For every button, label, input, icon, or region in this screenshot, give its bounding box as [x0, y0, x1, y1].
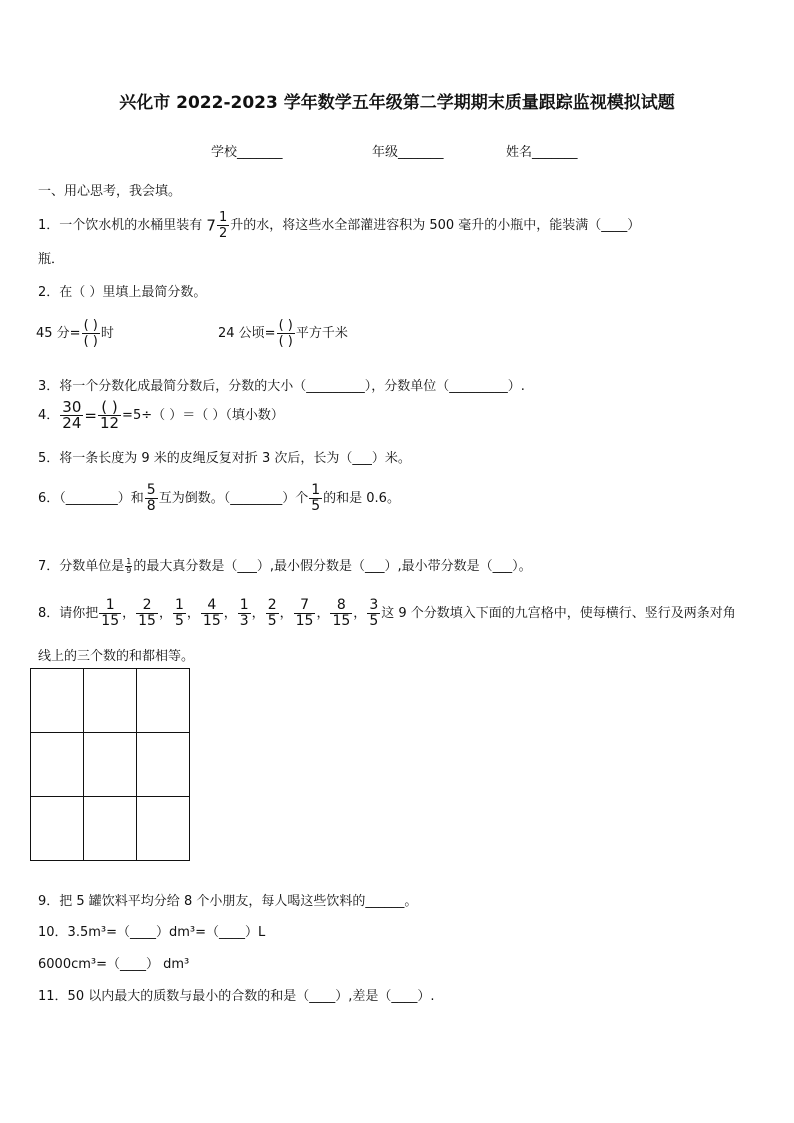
- q4-pre: 4．: [38, 408, 60, 423]
- grid-cell[interactable]: [137, 733, 190, 797]
- q2a-denominator: ( ): [83, 334, 98, 349]
- q8-fraction: [294, 598, 316, 629]
- grid-cell[interactable]: [31, 797, 84, 861]
- q8-separator: ，: [279, 606, 293, 621]
- grid-cell[interactable]: [84, 733, 137, 797]
- q7-num: 1: [126, 557, 132, 566]
- q8-fraction-num: 2: [267, 597, 277, 613]
- q8-separator: ，: [353, 606, 367, 621]
- question-10-line-1: 10．3.5m³=（____）dm³=（____）L: [38, 925, 266, 940]
- q1-text-post: 升的水，将这些水全部灌进容积为 500 毫升的小瓶中，能装满（____）: [230, 218, 641, 233]
- question-1: [38, 210, 640, 241]
- q8-fraction: [99, 598, 121, 629]
- q1-denominator: 2: [218, 226, 228, 241]
- q1-numerator: 1: [218, 210, 228, 225]
- q8-separator: ，: [158, 606, 172, 621]
- q8-fraction: [173, 598, 186, 629]
- q8-fraction-den: 15: [202, 613, 221, 629]
- q7-fraction: [125, 558, 132, 575]
- q4-fraction-2: [98, 400, 121, 431]
- q4-post: =5÷（ ）＝（ ）（填小数）: [122, 408, 284, 423]
- q8-fraction-den: 5: [267, 613, 277, 629]
- q2-part-a: [36, 318, 114, 349]
- q8-fraction-den: 5: [174, 613, 184, 629]
- grid-cell[interactable]: [31, 669, 84, 733]
- q2-part-b: [218, 318, 348, 349]
- q8-fraction-den: 5: [369, 613, 379, 629]
- q8-fraction: [367, 598, 380, 629]
- q6-pre: 6．（________）和: [38, 491, 144, 506]
- q4-f1-den: 24: [62, 414, 82, 432]
- question-5: 5．将一条长度为 9 米的皮绳反复对折 3 次后，长为（___）米。: [38, 451, 411, 466]
- q8-fraction-den: 15: [332, 613, 351, 629]
- q6-mid: 互为倒数。（________）个: [158, 491, 309, 506]
- q7-den: 9: [126, 566, 132, 575]
- grid-cell[interactable]: [137, 797, 190, 861]
- q8-fraction-den: 15: [101, 613, 120, 629]
- q8-fraction-num: 1: [239, 597, 249, 613]
- q8-fraction: [136, 598, 158, 629]
- q2b-pre: 24 公顷=: [218, 326, 276, 341]
- q6-f2-den: 5: [311, 498, 321, 514]
- section-1-heading: 一、用心思考，我会填。: [38, 184, 182, 199]
- q4-f2-num: ( ): [101, 398, 118, 416]
- q8-fraction-list: [98, 597, 381, 629]
- q6-fraction-2: [309, 483, 322, 514]
- q8-fraction-den: 3: [239, 613, 249, 629]
- q6-fraction-1: [145, 483, 158, 514]
- q2a-post: 时: [100, 326, 114, 341]
- q1-whole: 7: [206, 216, 216, 235]
- q8-fraction-num: 2: [142, 597, 152, 613]
- question-7: [38, 555, 532, 575]
- question-9: 9．把 5 罐饮料平均分给 8 个小朋友，每人喝这些饮料的______。: [38, 894, 418, 909]
- q4-f2-den: 12: [99, 414, 120, 432]
- q8-fraction-num: 4: [207, 597, 217, 613]
- question-6: [38, 483, 400, 514]
- grid-cell[interactable]: [84, 797, 137, 861]
- question-8: [38, 598, 736, 629]
- q1-line-2: 瓶．: [38, 252, 65, 267]
- q7-pre: 7．分数单位是: [38, 559, 125, 574]
- q8-separator: ，: [186, 606, 200, 621]
- grade-field-label: 年级_______: [372, 145, 444, 160]
- q6-f1-den: 8: [146, 498, 156, 514]
- grid-cell[interactable]: [137, 669, 190, 733]
- q8-fraction: [266, 598, 279, 629]
- q8-fraction: [330, 598, 352, 629]
- q8-fraction: [238, 598, 251, 629]
- question-10-line-2: 6000cm³=（____） dm³: [38, 957, 190, 972]
- q4-equals: =: [84, 406, 97, 425]
- q2b-denominator: ( ): [278, 334, 293, 349]
- grid-cell[interactable]: [31, 733, 84, 797]
- q6-f2-num: 1: [311, 482, 321, 498]
- q8-separator: ，: [223, 606, 237, 621]
- q2b-fraction: [277, 318, 295, 349]
- q6-f1-num: 5: [146, 482, 156, 498]
- magic-square-grid: [30, 668, 190, 861]
- q8-fraction-num: 7: [300, 597, 309, 613]
- q8-fraction-num: 1: [105, 597, 115, 613]
- q2a-pre: 45 分=: [36, 326, 81, 341]
- q8-fraction-den: 15: [138, 613, 156, 629]
- q2b-numerator: ( ): [278, 318, 293, 333]
- q8-fraction-num: 3: [369, 597, 379, 613]
- question-2: 2．在（ ）里填上最简分数。: [38, 285, 207, 300]
- q2a-fraction: [82, 318, 100, 349]
- grid-cell[interactable]: [84, 669, 137, 733]
- question-4: [38, 400, 284, 431]
- q1-fraction: [217, 210, 229, 241]
- q8-fraction-num: 8: [336, 597, 346, 613]
- q4-fraction-1: [60, 400, 83, 431]
- page-title: 兴化市 2022-2023 学年数学五年级第二学期期末质量跟踪监视模拟试题: [119, 93, 675, 113]
- q7-post: 的最大真分数是（___）,最小假分数是（___）,最小带分数是（___）。: [133, 559, 532, 574]
- q8-line-2: 线上的三个数的和都相等。: [38, 649, 195, 664]
- q8-separator: ，: [316, 606, 330, 621]
- q2b-post: 平方千米: [295, 326, 348, 341]
- q2a-numerator: ( ): [83, 318, 98, 333]
- q8-fraction-num: 1: [174, 597, 184, 613]
- name-field-label: 姓名_______: [506, 145, 578, 160]
- q8-separator: ，: [251, 606, 265, 621]
- q1-text-pre: 1．一个饮水机的水桶里装有: [38, 218, 207, 233]
- question-11: 11．50 以内最大的质数与最小的合数的和是（____）,差是（____）.: [38, 989, 435, 1004]
- q8-separator: ，: [122, 606, 136, 621]
- q8-fraction: [201, 598, 223, 629]
- q8-pre: 8．请你把: [38, 606, 99, 621]
- school-field-label: 学校_______: [211, 145, 283, 160]
- q6-post: 的和是 0.6。: [323, 491, 400, 506]
- q8-fraction-den: 15: [295, 613, 314, 629]
- q4-f1-num: 30: [62, 398, 82, 416]
- q8-post: 这 9 个分数填入下面的九宫格中，使每横行、竖行及两条对角: [381, 606, 736, 621]
- question-3: 3．将一个分数化成最简分数后，分数的大小（_________），分数单位（_________）.: [38, 379, 525, 394]
